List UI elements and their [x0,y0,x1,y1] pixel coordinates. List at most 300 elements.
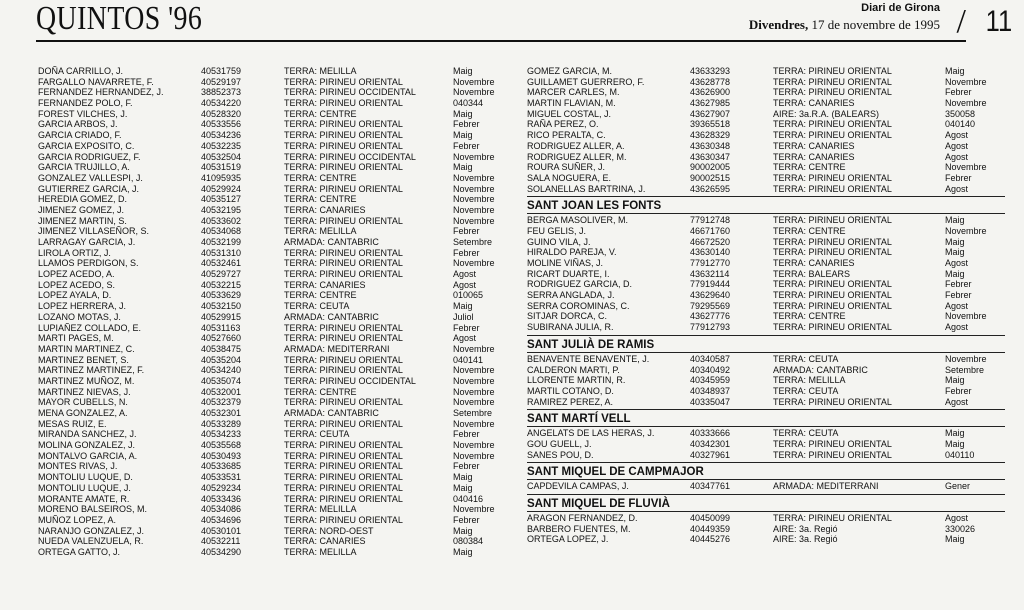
recruit-month: Agost [453,279,477,290]
recruit-month: 010065 [453,290,484,301]
recruit-destination: TERRA: PIRINEU ORIENTAL [284,472,403,483]
list-item [38,355,508,366]
recruit-name: GARCIA TRUJILLO, A. [38,162,130,173]
list-item [527,290,1007,301]
recruit-id: 40335047 [690,396,731,407]
recruit-destination: TERRA: PIRINEU ORIENTAL [284,98,403,109]
section-rule [527,409,1005,410]
recruit-name: MONTOLIU LUQUE, D. [38,472,133,483]
recruit-month: Maig [453,130,473,141]
recruit-id: 40449359 [690,523,731,534]
recruit-id: 40527660 [201,333,242,344]
recruit-destination: TERRA: PIRINEU ORIENTAL [773,396,892,407]
section-rule [527,352,1005,353]
recruit-name: RAÑA PEREZ, O. [527,119,599,130]
list-item [38,387,508,398]
list-item [38,312,508,323]
recruit-month: Agost [453,333,477,344]
recruit-id: 41095935 [201,172,242,183]
recruit-name: GUTIERREZ GARCIA, J. [38,183,140,194]
recruit-name: LLAMOS PERDIGON, S. [38,258,139,269]
recruit-destination: TERRA: PIRINEU ORIENTAL [284,119,403,130]
recruit-destination: AIRE: 3a.R.A. (BALEARS) [773,108,880,119]
recruit-month: Setembre [453,408,493,418]
recruit-month: Maig [453,66,473,76]
recruit-id: 40534240 [201,365,242,376]
section-title: SANT MIQUEL DE CAMPMAJOR [527,466,704,479]
recruit-destination: TERRA: CANARIES [773,98,855,109]
list-item [527,534,1007,545]
list-item [527,87,1007,98]
section-rule [527,196,1005,197]
publication-name: Diari de Girona [861,2,940,14]
recruit-destination: TERRA: PIRINEU ORIENTAL [284,183,403,194]
list-item [527,173,1007,184]
recruit-name: BERGA MASOLIVER, M. [527,215,629,226]
recruit-destination: TERRA: MELILLA [284,504,357,515]
list-item [527,98,1007,109]
list-item [527,109,1007,120]
recruit-destination: ARMADA: CANTABRIC [284,311,379,322]
recruit-id: 43632114 [690,268,730,279]
recruit-destination: TERRA: PIRINEU ORIENTAL [773,449,892,460]
recruit-month: Febrer [453,226,480,237]
recruit-name: HEREDIA GOMEZ, D. [38,194,128,205]
recruit-destination: ARMADA: CANTABRIC [284,408,379,418]
recruit-name: LUPIAÑEZ COLLADO, E. [38,322,142,333]
recruit-name: MIGUEL COSTAL, J. [527,108,612,119]
recruit-month: 040140 [945,119,976,130]
recruit-id: 43627985 [690,98,731,109]
recruit-destination: TERRA: PIRINEU ORIENTAL [773,172,892,183]
list-item [38,248,508,259]
recruit-destination: TERRA: PIRINEU ORIENTAL [773,130,892,141]
recruit-name: ARAGON FERNANDEZ, D. [527,513,638,523]
recruit-name: LOZANO MOTAS, J. [38,311,121,322]
recruit-month: Maig [945,534,965,545]
list-item [38,194,508,205]
recruit-destination: TERRA: CANARIES [773,151,855,162]
section-rule [527,426,1005,427]
recruit-name: SUBIRANA JULIA, R. [527,322,614,333]
recruit-destination: TERRA: CENTRE [284,108,357,119]
recruit-month: Agost [945,396,969,407]
recruit-month: Novembre [453,194,495,205]
recruit-month: Maig [453,472,473,483]
recruit-destination: TERRA: PIRINEU ORIENTAL [773,247,892,258]
recruit-name: MONTALVO GARCIA, A. [38,450,138,461]
recruit-destination: TERRA: PIRINEU ORIENTAL [773,513,892,523]
recruit-id: 40347761 [690,481,731,492]
recruit-destination: TERRA: PIRINEU ORIENTAL [773,236,892,247]
recruit-id: 40533685 [201,461,242,472]
recruit-id: 40532379 [201,397,242,408]
recruit-month: Agost [945,322,969,333]
recruit-name: MARTINEZ BENET, S. [38,354,129,365]
page-title: QUINTOS '96 [36,0,203,37]
recruit-destination: TERRA: PIRINEU ORIENTAL [284,461,403,472]
recruit-name: GARCIA CRIADO, F. [38,130,122,141]
recruit-destination: TERRA: PIRINEU ORIENTAL [773,438,892,449]
recruit-destination: TERRA: PIRINEU ORIENTAL [284,322,403,333]
list-item [38,419,508,430]
recruit-id: 43630348 [690,140,731,151]
recruit-name: NUEDA VALENZUELA, R. [38,536,144,547]
recruit-name: FEU GELIS, J. [527,225,587,236]
list-item [527,258,1007,269]
recruit-month: Maig [945,268,965,279]
recruit-id: 40531163 [201,322,241,333]
recruit-id: 77912793 [690,322,731,333]
recruit-month: Novembre [453,76,495,87]
recruit-name: MARTIN MARTINEZ, C. [38,343,135,354]
recruit-id: 40534068 [201,226,242,237]
recruit-destination: TERRA: CANARIES [284,279,366,290]
section-rule [527,479,1005,480]
recruit-id: 40535204 [201,354,242,365]
recruit-destination: TERRA: PIRINEU ORIENTAL [773,215,892,226]
recruit-id: 43628329 [690,130,731,141]
recruit-destination: TERRA: PIRINEU ORIENTAL [284,514,403,525]
list-item [38,494,508,505]
recruit-name: RODRIGUEZ ALLER, A. [527,140,625,151]
recruit-destination: TERRA: PIRINEU ORIENTAL [773,87,892,98]
recruit-month: Novembre [453,450,495,461]
recruit-id: 40450099 [690,513,731,523]
recruit-month: Agost [453,269,477,280]
recruit-id: 77912748 [690,215,731,226]
recruit-destination: TERRA: CENTRE [284,194,357,205]
recruit-id: 40340492 [690,364,731,375]
recruit-name: JIMENEZ VILLASEÑOR, S. [38,226,150,237]
recruit-month: Febrer [945,385,972,396]
list-item [38,226,508,237]
recruit-id: 90002005 [690,162,731,173]
recruit-id: 40532195 [201,204,242,215]
recruit-name: SERRA COROMINAS, C. [527,300,630,311]
recruit-month: Setembre [945,364,985,375]
recruit-id: 43628778 [690,76,731,87]
recruit-month: Maig [945,66,965,76]
section-heading [527,407,1007,428]
recruit-name: LOPEZ ACEDO, A. [38,269,115,280]
list-item [527,301,1007,312]
recruit-destination: TERRA: PIRINEU ORIENTAL [284,440,403,451]
list-item [527,524,1007,535]
recruit-id: 40535568 [201,440,242,451]
recruit-name: LIROLA ORTIZ, J. [38,247,111,258]
recruit-name: MARCER CARLES, M. [527,87,620,98]
list-item [38,301,508,312]
recruit-id: 40532215 [201,279,242,290]
recruit-id: 40533629 [201,290,242,301]
recruit-id: 40533602 [201,215,242,226]
recruit-name: FARGALLO NAVARRETE, F. [38,76,154,87]
list-item [38,333,508,344]
recruit-name: FOREST VILCHES, J. [38,108,128,119]
list-item [527,365,1007,376]
recruit-destination: TERRA: CANARIES [284,204,366,215]
recruit-destination: TERRA: PIRINEU ORIENTAL [773,290,892,301]
recruit-month: Agost [945,300,969,311]
list-item [38,472,508,483]
recruit-name: BENAVENTE BENAVENTE, J. [527,353,650,364]
list-item [38,184,508,195]
recruit-id: 40345959 [690,375,731,386]
list-item [527,428,1007,439]
recruit-id: 40533531 [201,472,242,483]
list-item [38,269,508,280]
recruit-destination: TERRA: PIRINEU ORIENTAL [284,482,403,493]
recruit-id: 46671760 [690,225,731,236]
recruit-name: MARTINEZ MUÑOZ, M. [38,375,135,386]
recruit-id: 40530493 [201,450,242,461]
recruit-destination: TERRA: CENTRE [284,172,357,183]
recruit-destination: TERRA: CEUTA [773,428,839,439]
recruit-month: Maig [453,482,473,493]
recruit-name: ORTEGA LOPEZ, J. [527,534,609,545]
list-item [527,279,1007,290]
list-item [38,66,508,77]
recruit-name: MIRANDA SANCHEZ, J. [38,429,137,440]
recruit-destination: TERRA: PIRINEU ORIENTAL [284,140,403,151]
recruit-name: MOLINE VIÑAS, J. [527,258,604,268]
list-item [38,323,508,334]
recruit-name: MENA GONZALEZ, A. [38,408,128,418]
recruit-id: 40534696 [201,514,242,525]
recruit-month: 040141 [453,354,484,365]
recruit-id: 40531759 [201,66,242,76]
list-item [38,152,508,163]
list-item [38,365,508,376]
recruit-id: 43626595 [690,183,731,194]
recruit-name: RAMIREZ PEREZ, A. [527,396,614,407]
recruit-name: MONTOLIU LUQUE, J. [38,482,131,493]
recruit-name: GONZALEZ VALLESPI, J. [38,172,143,183]
list-item [38,515,508,526]
recruit-month: Maig [945,247,965,258]
recruit-destination: TERRA: PIRINEU ORIENTAL [773,183,892,194]
recruit-month: Agost [945,140,969,151]
recruit-name: ANGELATS DE LAS HERAS, J. [527,428,655,439]
recruit-id: 77919444 [690,279,731,290]
recruit-destination: TERRA: CEUTA [284,301,350,312]
recruit-month: Novembre [453,343,495,354]
list-item [527,354,1007,365]
recruit-name: CALDERON MARTI, P. [527,364,620,375]
list-item [527,322,1007,333]
list-item [38,280,508,291]
recruit-month: Agost [945,151,969,162]
list-item [527,375,1007,386]
recruit-name: FERNANDEZ HERNANDEZ, J. [38,87,164,98]
list-item [38,536,508,547]
recruit-id: 40534220 [201,98,242,109]
recruit-month: Novembre [453,172,495,183]
recruit-destination: TERRA: CENTRE [284,290,357,301]
recruit-id: 38852373 [201,87,242,98]
recruit-destination: TERRA: CENTRE [773,162,846,173]
list-item [38,77,508,88]
recruit-name: NARANJO GONZALEZ, J. [38,525,145,536]
recruit-month: Agost [945,258,969,268]
list-item [527,130,1007,141]
recruit-month: Novembre [453,386,495,397]
recruit-month: Maig [945,215,965,226]
section-title: SANT MARTÍ VELL [527,413,631,426]
recruit-name: MAYOR CUBELLS, N. [38,397,128,408]
recruit-month: Novembre [453,87,495,98]
list-item [38,98,508,109]
section-rule [527,511,1005,512]
list-item [38,205,508,216]
section-heading [527,194,1007,215]
list-item [527,162,1007,173]
section-heading [527,460,1007,481]
recruit-destination: AIRE: 3a. Regió [773,523,838,534]
recruit-name: SITJAR DORCA, C. [527,311,608,322]
recruit-id: 40532461 [201,258,242,269]
recruit-destination: TERRA: PIRINEU OCCIDENTAL [284,151,416,162]
page-number: 11 [985,5,1012,38]
recruit-id: 40534290 [201,546,242,557]
section-rule [527,494,1005,495]
recruit-id: 46672520 [690,236,731,247]
recruit-name: GOMEZ GARCIA, M. [527,66,613,76]
recruit-name: MARTIN FLAVIAN, M. [527,98,616,109]
recruit-month: Febrer [453,140,480,151]
recruit-destination: TERRA: PIRINEU ORIENTAL [284,354,403,365]
recruit-month: Febrer [453,461,480,472]
recruit-month: Febrer [453,119,480,130]
recruit-month: Febrer [453,247,480,258]
recruit-name: BARBERO FUENTES, M. [527,523,631,534]
list-item [527,386,1007,397]
recruit-name: GARCIA ARBOS, J. [38,119,118,130]
recruit-id: 40532199 [201,237,242,247]
list-item [527,269,1007,280]
recruit-id: 40534236 [201,130,242,141]
recruit-destination: ARMADA: CANTABRIC [773,364,868,375]
recruit-month: Juliol [453,311,474,322]
recruit-month: Febrer [945,279,972,290]
recruit-id: 43627776 [690,311,731,322]
recruit-destination: ARMADA: MEDITERRANI [773,481,879,492]
recruit-destination: TERRA: PIRINEU ORIENTAL [773,279,892,290]
recruit-month: Novembre [945,98,987,109]
recruit-id: 43630347 [690,151,731,162]
recruit-month: Maig [453,525,473,536]
list-item [527,513,1007,524]
section-rule [527,462,1005,463]
list-item [527,226,1007,237]
recruit-id: 40528320 [201,108,242,119]
recruit-name: GARCIA RODRIGUEZ, F. [38,151,141,162]
recruit-id: 40532211 [201,536,241,547]
recruit-month: Febrer [945,87,972,98]
recruit-destination: TERRA: PIRINEU ORIENTAL [284,365,403,376]
section-heading [527,333,1007,354]
section-rule [527,213,1005,214]
recruit-name: MESAS RUIZ, E. [38,418,107,429]
recruit-id: 40529915 [201,311,242,322]
recruit-name: LLORENTE MARTIN, R. [527,375,626,386]
list-item [38,109,508,120]
list-item [527,152,1007,163]
recruit-destination: TERRA: PIRINEU OCCIDENTAL [284,87,416,98]
recruit-id: 40529727 [201,269,242,280]
list-item [38,547,508,558]
recruit-name: GOU GUELL, J. [527,438,592,449]
recruit-destination: TERRA: PIRINEU ORIENTAL [773,322,892,333]
list-item [527,439,1007,450]
recruit-name: FERNANDEZ POLO, F. [38,98,133,109]
recruit-destination: TERRA: PIRINEU ORIENTAL [284,162,403,173]
recruit-id: 40535074 [201,375,242,386]
recruit-month: 040110 [945,449,975,460]
recruit-destination: TERRA: PIRINEU ORIENTAL [773,119,892,130]
recruit-id: 40530101 [201,525,242,536]
recruit-month: Novembre [453,397,495,408]
recruit-name: ROURA SUÑER, J. [527,162,606,173]
recruit-destination: ARMADA: MEDITERRANI [284,343,390,354]
recruit-month: Novembre [453,365,495,376]
recruit-month: Novembre [945,311,987,322]
recruit-name: MONTES RIVAS, J. [38,461,118,472]
recruit-name: JIMENEZ GOMEZ, J. [38,204,125,215]
recruit-month: Setembre [453,237,493,247]
left-column [38,66,508,558]
recruit-month: Maig [945,375,965,386]
recruit-name: SOLANELLAS BARTRINA, J. [527,183,646,194]
recruit-id: 40531310 [201,247,242,258]
list-item [527,247,1007,258]
recruit-id: 40445276 [690,534,731,545]
recruit-destination: TERRA: MELILLA [284,546,357,557]
recruit-destination: TERRA: MELILLA [284,226,357,237]
list-item [38,408,508,419]
recruit-id: 40342301 [690,438,731,449]
issue-weekday: Divendres, [748,17,809,32]
recruit-id: 40534233 [201,429,242,440]
recruit-name: MARTI PAGES, M. [38,333,114,344]
recruit-month: Novembre [453,183,495,194]
recruit-destination: TERRA: PIRINEU ORIENTAL [284,269,403,280]
recruit-month: Novembre [453,215,495,226]
recruit-name: MARTIL COTANO, D. [527,385,614,396]
recruit-month: Maig [945,428,965,439]
recruit-month: Agost [945,130,969,141]
recruit-id: 43627907 [690,108,731,119]
recruit-destination: AIRE: 3a. Regió [773,534,838,545]
recruit-destination: TERRA: BALEARS [773,268,851,279]
page-slash: / [956,3,966,40]
list-item [38,344,508,355]
list-item [38,173,508,184]
recruit-month: 350058 [945,108,976,119]
recruit-name: MORENO BALSEIROS, M. [38,504,148,515]
recruit-month: Maig [945,438,965,449]
recruit-name: GUILLAMET GUERRERO, F. [527,76,645,87]
recruit-name: MOLINA GONZALEZ, J. [38,440,136,451]
list-item [38,504,508,515]
recruit-name: LOPEZ ACEDO, S. [38,279,116,290]
recruit-month: 330026 [945,523,976,534]
recruit-month: Agost [945,183,969,194]
section-heading [527,492,1007,513]
list-item [527,397,1007,408]
list-item [527,237,1007,248]
